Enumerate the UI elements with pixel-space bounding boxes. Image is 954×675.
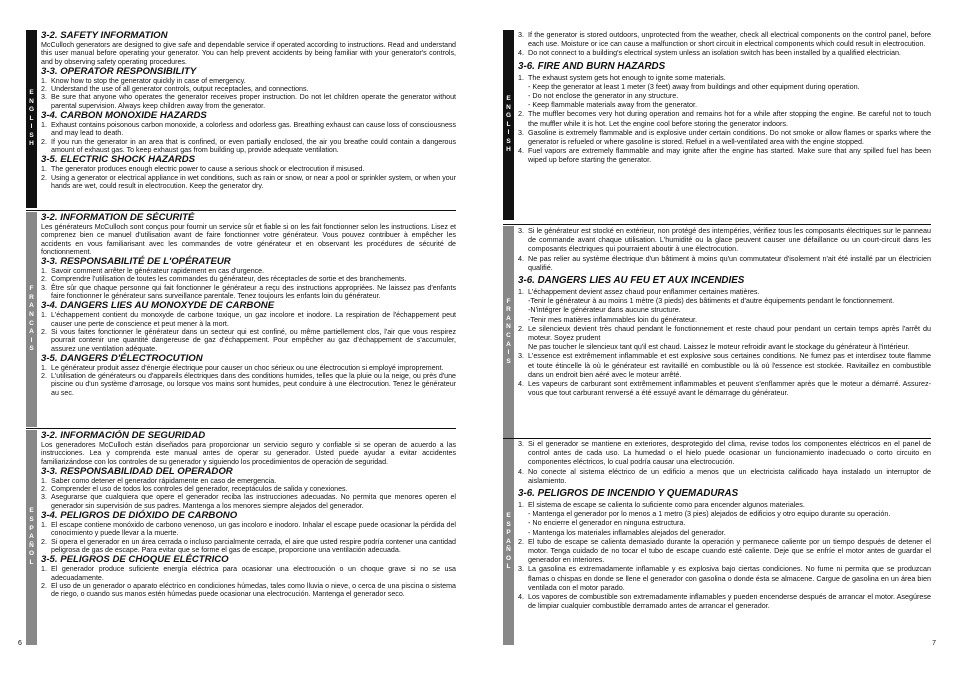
item-text: Si opera el generador en un área cerrada o incluso parcialmente cerrada, el aire que usted respire podría contener una cantidad peligrosa de gas de escape. Para evitar que se forme el gas de escape, proporcione una ventilación adecuada. [51,537,456,554]
tab-letter: L [29,558,34,566]
tab-letter: A [29,328,34,336]
item-number: 1. [518,72,524,82]
sub-item: - Do not enclose the generator in any structure. [528,91,679,101]
section-heading: 3-6. DANGERS LIES AU FEU ET AUX INCENDIES [518,275,745,287]
item-text: The muffler becomes very hot during operation and remains hot for a while after stopping the engine. Be careful not to touch the muffler while it is hot. Let the engine cool before storing the generator indoors. [528,109,931,128]
sub-item: - Keep flammable materials away from the generator. [528,100,697,110]
numbered-list [518,324,931,398]
item-text: Be sure that anyone who operates the generator receives proper instruction. Do not let children operate the generator without parental supervision. Always keep children away from the generator. [51,93,456,110]
item-number: 1. [41,476,47,485]
item-text: La gasolina es extremadamente inflamable y es explosiva bajo ciertas condiciones. No fume ni permita que se produzcan flamas o chispas en donde se llene el generador con gasolina o donde ésta se almacene. Cargue de gasolina en un área bien ventilada con el motor parado. [528,564,931,592]
left-spanish-section [26,430,456,645]
section-heading: 3-5. PELIGROS DE CHOQUE ELÉCTRICO [41,554,229,566]
list-item [518,30,931,48]
item-text: Know how to stop the generator quickly in case of emergency. [51,76,246,85]
language-tab-french [503,226,514,438]
list-item [41,138,456,155]
item-text: Être sûr que chaque personne qui fait fonctionner le générateur a reçu des instructions appropriées. Ne laissez pas d'enfants faire fonctionner le générateur sans surveillance parentale. Tenez toujours les enfants loin du générateur. [51,283,456,301]
item-number: 2. [41,372,47,381]
item-text: El escape contiene monóxido de carbono venenoso, un gas incoloro e inodoro. Inhalar el escape puede ocasionar la pérdida del conocimiento y puede llevar a la muerte. [51,521,456,538]
item-number: 2. [41,275,47,284]
section-heading: 3-3. OPERATOR RESPONSIBILITY [41,65,197,77]
section-heading: 3-3. RESPONSABILIDAD DEL OPERADOR [41,465,233,477]
list-item [518,439,931,467]
tab-letter: R [506,306,511,314]
item-text: Gasoline is extremely flammable and is explosive under certain conditions. Do not smoke or allow flames or sparks where the generator is refueled or where gasoline is stored. Refuel in a well-ventilated area with the engine stopped. [528,127,931,147]
item-text: If you run the generator in an area that is confined, or even partially enclosed, the air you breathe could contain a dangerous amount of exhaust gas. To keep exhaust gas from building up, provide adequate ventilation. [51,137,456,154]
item-text: Savoir comment arrêter le générateur rapidement en cas d'urgence. [51,267,265,276]
item-text: Les vapeurs de carburant sont extrêmement inflammables et peuvent s'enflammer après que le moteur a démarré. Assurez-vous que tout carburant renversé a été essuyé avant le démarrage du générateur. [528,379,931,398]
numbered-list [41,311,456,352]
tab-letter: N [506,103,511,111]
right-french-section [503,226,931,438]
list-item [41,493,456,510]
sub-item: -Tenir mes matières inflammables loin du générateur. [528,314,697,324]
section-heading: 3-6. FIRE AND BURN HAZARDS [518,60,666,72]
tab-letter: N [29,97,34,105]
item-text: Ne pas toucher le silencieux tant qu'il est chaud. Laissez le moteur refroidir avant le stockage du générateur à l'intérieur. [528,342,910,352]
tab-letter: A [506,340,511,348]
item-number: 3. [518,226,524,235]
language-tab-english [503,30,514,220]
numbered-list [518,226,931,272]
item-number: 1. [41,267,47,276]
list-item [41,582,456,599]
item-text: Do not connect to a building's electrical system unless an isolation switch has been installed by a qualified electrician. [528,48,901,58]
item-number: 3. [518,127,524,137]
item-number: 2. [41,537,47,546]
language-tab-spanish [503,439,514,645]
item-number: 1. [41,565,47,574]
numbered-list [518,109,931,164]
list-item [41,165,456,173]
item-text: Si el generador se mantiene en exteriores, desprotegido del clima, revise todos los componentes eléctricos en el panel de control antes de cada uso. La humedad o el hielo puede ocasionar un funcionamiento inadecuado o corto circuito en componentes eléctricos, lo cual podría causar una electrocución. [528,439,931,467]
tab-letter: N [506,323,511,331]
tab-letter: E [29,507,34,515]
page-number: 6 [18,640,22,647]
item-number: 4. [518,592,524,602]
item-number: 3. [518,439,524,448]
item-number: 1. [41,521,47,530]
list-item [41,328,456,353]
tab-letter: Ñ [29,541,34,549]
tab-letter: S [29,345,34,353]
right-page [477,0,954,675]
tab-letter: G [28,106,35,114]
numbered-list [518,30,931,58]
tab-letter: A [506,537,511,545]
sub-item: - Keep the generator at least 1 meter (3 feet) away from buildings and other equipment during operation. [528,81,860,91]
list-item [518,287,931,296]
item-text: If the generator is stored outdoors, unprotected from the weather, check all electrical components on the control panel, before each use. Moisture or ice can cause a malfunction or short circuit in electrical components which could result in electrocution. [528,30,931,49]
right-english-section [503,30,931,220]
paragraph: Los generadores McCulloch están diseñados para proporcionar un servicio seguro y confiable si se operan de acuerdo a las instrucciones. Lea y comprenda este manual antes de operar su generador. Usted puede ayudar a evitar accidentes familiarizándose con los controles de su generador y siguiendo los procedimientos de operación de seguridad. [41,441,456,466]
page-number: 7 [932,640,936,647]
item-text: L'essence est extrêmement inflammable et est explosive sous certaines conditions. Ne fumez pas et interdisez toute flamme et toute étincelle là où le générateur est ravitaillé en combustible ou là où l'essence est stockée. Ravitaillez en combustible dans un endroit bien aéré avec le moteur arrêté. [528,351,931,379]
list-item [41,275,456,283]
tab-letter: C [29,319,34,327]
item-number: 1. [41,121,47,130]
item-text: Fuel vapors are extremely flammable and may ignite after the engine has started. Make sure that any spilled fuel has been wiped up before starting the generator. [528,146,931,165]
tab-letter: P [506,529,511,537]
tab-letter: I [30,336,33,344]
item-text: Understand the use of all generator controls, output receptacles, and connections. [51,85,309,94]
section-heading: 3-3. RESPONSABILITÉ DE L'OPÉRATEUR [41,256,231,268]
language-tab-spanish [26,430,37,645]
tab-letter: S [29,131,34,139]
section-heading: 3-2. INFORMATION DE SÉCURITÉ [41,212,195,223]
sub-list [518,82,931,110]
item-number: 3. [41,93,47,102]
item-text: El sistema de escape se calienta lo suficiente como para encender algunos materiales. [528,500,805,510]
tab-letter: G [505,112,512,120]
item-text: El tubo de escape se calienta demasiado durante la operación y permanece caliente por un tiempo después de detener el motor. Tenga cuidado de no tocar el tubo de escape cuando esté caliente. Deje que se enfríe el motor antes de guardar el generador en interiores. [528,536,931,565]
tab-letter: S [506,357,511,365]
list-item [518,324,931,342]
sub-item: - No encierre el generador en ninguna estructura. [528,518,686,528]
list-item [41,93,456,110]
list-item [518,109,931,127]
tab-letter: A [29,302,34,310]
item-number: 1. [41,76,47,85]
tab-letter: L [506,120,511,128]
numbered-list [518,287,931,296]
left-english-section [26,30,456,208]
right-spanish-section [503,439,931,645]
item-number: 4. [518,466,524,476]
list-item [518,500,931,509]
item-text: L'échappement contient du monoxyde de carbone toxique, un gaz incolore et inodore. La respiration de l'échappement peut causer une perte de conscience et peut mener à la mort. [51,311,456,328]
item-text: El generador produce suficiente energía eléctrica para ocasionar una electrocución o un choque grave si no se usa adecuadamente. [51,565,456,582]
list-item [41,485,456,493]
numbered-list [41,565,456,598]
section-heading: 3-4. DANGERS LIES AU MONOXYDE DE CARBONE [41,300,275,312]
item-text: Le générateur produit assez d'énergie électrique pour causer un choc sérieux ou une électrocution si employé improprement. [51,363,444,372]
tab-letter: A [506,314,511,322]
item-text: Using a generator or electrical appliance in wet conditions, such as rain or snow, or near a pool or sprinkler system, or when your hands are wet, could result in electrocution. Keep the generator dry. [51,173,456,190]
section-heading: 3-4. PELIGROS DE DIÓXIDO DE CARBONO [41,510,238,522]
tab-letter: O [505,554,512,562]
paragraph: McCulloch generators are designed to give safe and dependable service if operated according to instructions. Read and understand this user manual before operating your generator. You can help prevent accidents by being familiar with your generator's controls, and by observing safety operating procedures. [41,41,456,66]
section-divider [26,428,456,429]
item-number: 3. [41,283,47,292]
list-item [518,351,931,379]
paragraph: Les générateurs McCulloch sont conçus pour fournir un service sûr et fiable si on les fait fonctionner selon les instructions. Lisez et comprenez bien ce manuel d'utilisation avant de faire fonctionner votre générateur. Vous pouvez contribuer à empêcher les accidents en vous familiarisant avec les commandes de votre générateur et en observant les procédures de sécurité de fonctionnement. [41,223,456,256]
tab-letter: E [29,88,34,96]
list-item [518,48,931,57]
item-number: 2. [41,137,47,146]
section-divider [26,210,456,211]
tab-letter: P [29,524,34,532]
tab-letter: E [506,94,511,102]
item-number: 1. [518,287,524,297]
numbered-list [518,439,931,485]
item-text: L'utilisation de générateurs ou d'appareils électriques dans des conditions humides, telles que la pluie ou la neige, ou près d'une piscine ou d'un système d'arrosage, ou lorsque vos mains sont humides, peut conduire à une électrocution. Tenez le générateur au sec. [51,372,456,397]
list-item [41,538,456,555]
numbered-list [518,500,931,509]
item-number: 1. [41,311,47,320]
language-tab-french [26,212,37,427]
list-item [41,121,456,138]
item-text: Exhaust contains poisonous carbon monoxide, a colorless and odorless gas. Breathing exhaust can cause loss of consciousness and may lead to death. [51,121,456,138]
tab-letter: I [507,349,510,357]
list-item [41,521,456,538]
item-text: Si vous faites fonctionner le générateur dans un secteur qui est confiné, ou même partiellement clos, l'air que vous respirez pourrait contenir une quantité dangereuse de gaz d'échappement. Pour empêcher au gaz d'échappement de s'accumuler, assurez une ventilation adéquate. [51,327,456,353]
numbered-list [518,537,931,611]
list-item [518,73,931,82]
item-number: 2. [518,323,524,333]
sub-list [518,509,931,537]
list-item [41,372,456,397]
tab-letter: A [29,533,34,541]
section-heading: 3-2. SAFETY INFORMATION [41,30,168,41]
item-number: 2. [518,109,524,119]
sub-item: - Mantenga el generador por lo menos a 1 metro (3 pies) alejados de edificios y otro equipo durante su operación. [528,509,891,519]
tab-letter: L [29,114,34,122]
numbered-list [41,165,456,190]
sub-list [518,296,931,324]
tab-letter: H [29,140,34,148]
section-heading: 3-2. INFORMACIÓN DE SEGURIDAD [41,430,206,441]
tab-letter: L [506,563,511,571]
item-text: The generator produces enough electric power to cause a serious shock or electrocution if misused. [51,165,365,174]
item-number: 2. [41,485,47,494]
list-item [518,226,931,254]
item-number: 4. [518,146,524,156]
item-number: 3. [518,351,524,361]
list-item [41,85,456,93]
section-heading: 3-5. DANGERS D'ÉLECTROCUTION [41,352,203,364]
item-text: Ne pas relier au système électrique d'un bâtiment à moins qu'un commutateur d'isolement n'ait été installé par un électricien qualifié. [528,253,931,272]
item-text: Saber como detener el generador rápidamente en caso de emergencia. [51,476,277,485]
list-item [518,467,931,485]
tab-letter: I [507,129,510,137]
tab-letter: O [28,550,35,558]
list-item [518,342,931,351]
list-item [518,254,931,272]
item-text: Si le générateur est stocké en extérieur, non protégé des intempéries, vérifiez tous les composants électriques sur le panneau de commande avant chaque utilisation. L'humidité ou la glace peuvent causer une défaillance ou un court-circuit dans les composants électriques qui pourraient aboutir à une électrocution. [528,226,931,254]
section-divider [503,224,931,225]
item-number: 3. [518,30,524,39]
tab-letter: N [29,310,34,318]
item-number: 3. [518,564,524,574]
section-heading: 3-5. ELECTRIC SHOCK HAZARDS [41,154,196,166]
list-item [41,364,456,372]
list-item [518,146,931,164]
item-text: Le silencieux devient très chaud pendant le fonctionnement et reste chaud pour pendant un certain temps après l'arrêt du moteur. Soyez prudent [528,323,931,343]
tab-letter: F [506,297,511,305]
tab-letter: F [29,285,34,293]
item-number: 2. [518,536,524,546]
item-text: Asegurarse que cualquiera que opere el generador reciba las instrucciones adecuadas. No permita que menores operen el generador sin supervisión de sus padres. Mantenga a los menores siempre alejados del generador. [51,493,456,510]
numbered-list [41,521,456,554]
item-text: No conecte al sistema eléctrico de un edificio a menos que un electricista calificado haya instalado un interruptor de aislamiento. [528,466,931,485]
item-text: The exhaust system gets hot enough to ignite some materials. [528,72,726,82]
tab-letter: E [506,511,511,519]
list-item [518,564,931,592]
tab-letter: Ñ [506,546,511,554]
item-number: 1. [41,165,47,174]
sub-item: -Tenir le générateur à au moins 1 mètre (3 pieds) des bâtiments et d'autre équipements pendant le fonctionnement. [528,296,895,306]
item-text: El uso de un generador o aparato eléctrico en condiciones húmedas, tales como lluvia o nieve, o cerca de una piscina o sistema de riego, o cuando sus manos estén húmedas puede ocasionar una electrocución. Mantenga el generador seco. [51,581,456,599]
item-number: 2. [41,327,47,336]
section-heading: 3-6. PELIGROS DE INCENDIO Y QUEMADURAS [518,488,739,500]
section-heading: 3-4. CARBON MONOXIDE HAZARDS [41,110,207,122]
list-item [41,477,456,485]
list-item [41,267,456,275]
item-number: 4. [518,379,524,389]
numbered-list [41,267,456,300]
item-number: 4. [518,48,524,58]
numbered-list [41,77,456,110]
numbered-list [518,73,931,82]
list-item [41,565,456,582]
language-tab-english [26,30,37,208]
numbered-list [41,364,456,397]
item-number: 2. [41,85,47,94]
list-item [41,284,456,301]
list-item [518,592,931,610]
item-text: Comprendre l'utilisation de toutes les commandes du générateur, des réceptacles de sortie et des branchements. [51,275,407,284]
tab-letter: S [506,520,511,528]
list-item [518,379,931,397]
numbered-list [41,121,456,154]
list-item [41,77,456,85]
item-number: 3. [41,493,47,502]
list-item [518,537,931,565]
list-item [518,128,931,146]
sub-item: -N'intégrer le générateur dans aucune structure. [528,305,681,315]
tab-letter: I [30,123,33,131]
sub-item: - Mantenga los materiales inflamables alejados del generador. [528,527,726,537]
item-number: 2. [41,581,47,590]
item-number: 2. [41,173,47,182]
left-french-section [26,212,456,427]
list-item [41,174,456,191]
list-item [41,311,456,328]
tab-letter: S [29,516,34,524]
item-number: 1. [41,363,47,372]
tab-letter: S [506,137,511,145]
tab-letter: H [506,146,511,154]
tab-letter: C [506,332,511,339]
item-text: Comprender el uso de todos los controles del generador, receptáculos de salida y conexiones. [51,485,348,494]
item-number: 4. [518,253,524,263]
item-text: L'échappement devient assez chaud pour enflammer certaines matières. [528,287,760,297]
tab-letter: R [29,293,34,301]
numbered-list [41,477,456,510]
item-text: Los vapores de combustible son extremadamente inflamables y pueden encenderse después de arrancar el motor. Asegúrese de limpiar cualquier combustible derramado antes de arrancar el generador. [528,592,931,611]
item-number: 1. [518,500,524,510]
